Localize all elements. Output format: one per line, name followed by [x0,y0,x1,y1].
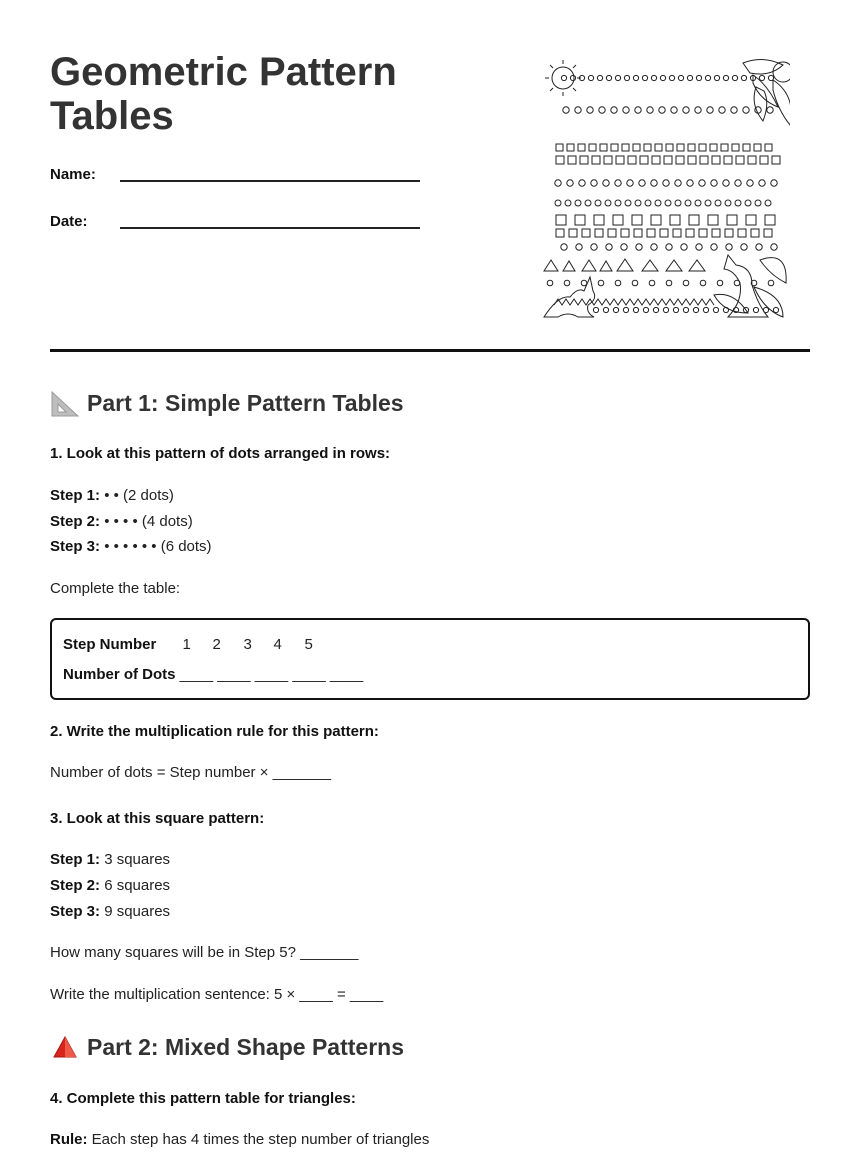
q3-step-1: Step 1: 3 squares [50,851,171,868]
q1-step-2: Step 2: • • • • (4 dots) [50,513,193,530]
section-divider [50,349,810,352]
name-field[interactable] [50,166,96,183]
q1-prompt: 1. Look at this pattern of dots arranged in rows: [50,445,391,462]
answer-blank[interactable]: ____ [292,666,326,683]
q3-question[interactable]: How many squares will be in Step 5? _______ [50,944,359,961]
q2-rule-blank[interactable]: Number of dots = Step number × _______ [50,764,332,781]
q3-step-2: Step 2: 6 squares [50,877,171,894]
q3-sentence[interactable]: Write the multiplication sentence: 5 × ____ = ____ [50,986,384,1003]
step-number-cell: 4 [273,636,282,653]
answer-blank[interactable]: ____ [217,666,251,683]
answer-blank[interactable]: ____ [329,666,364,683]
part2-heading-text: Part 2: Mixed Shape Patterns [87,1033,404,1060]
number-of-dots-label: Number of Dots [63,666,176,683]
step-number-cell: 2 [212,636,221,653]
part1-heading [50,388,404,418]
date-field[interactable] [50,213,88,230]
name-label: Name: [50,166,96,183]
part1-heading-text: Part 1: Simple Pattern Tables [87,389,404,416]
leaves-icon [743,59,790,125]
q4-rule: Rule: Each step has 4 times the step number of triangles [50,1131,430,1148]
answer-blank[interactable]: ____ [179,666,214,683]
q1-step-1: Step 1: • • (2 dots) [50,487,174,504]
step-number-label: Step Number [63,636,157,653]
q1-instruction: Complete the table: [50,580,181,597]
pattern-illustration [538,55,790,323]
step-number-cell: 3 [243,636,252,653]
dots-table [50,618,810,700]
date-label: Date: [50,213,88,230]
table-row [63,666,363,683]
table-row [63,636,313,653]
page-title: Geometric Pattern Tables [50,50,397,138]
date-line[interactable] [120,227,420,229]
q3-step-3: Step 3: 9 squares [50,903,171,920]
q3-prompt: 3. Look at this square pattern: [50,810,265,827]
name-line[interactable] [120,180,420,182]
step-number-cell: 1 [182,636,191,653]
q4-prompt: 4. Complete this pattern table for triangles: [50,1090,356,1107]
answer-blank[interactable]: ____ [254,666,289,683]
part2-heading [50,1032,404,1062]
step-number-cell: 5 [304,636,313,653]
q1-step-3: Step 3: • • • • • • (6 dots) [50,538,212,555]
q2-prompt: 2. Write the multiplication rule for this pattern: [50,723,379,740]
red-triangle-icon [50,1032,80,1062]
set-square-icon [50,388,80,418]
